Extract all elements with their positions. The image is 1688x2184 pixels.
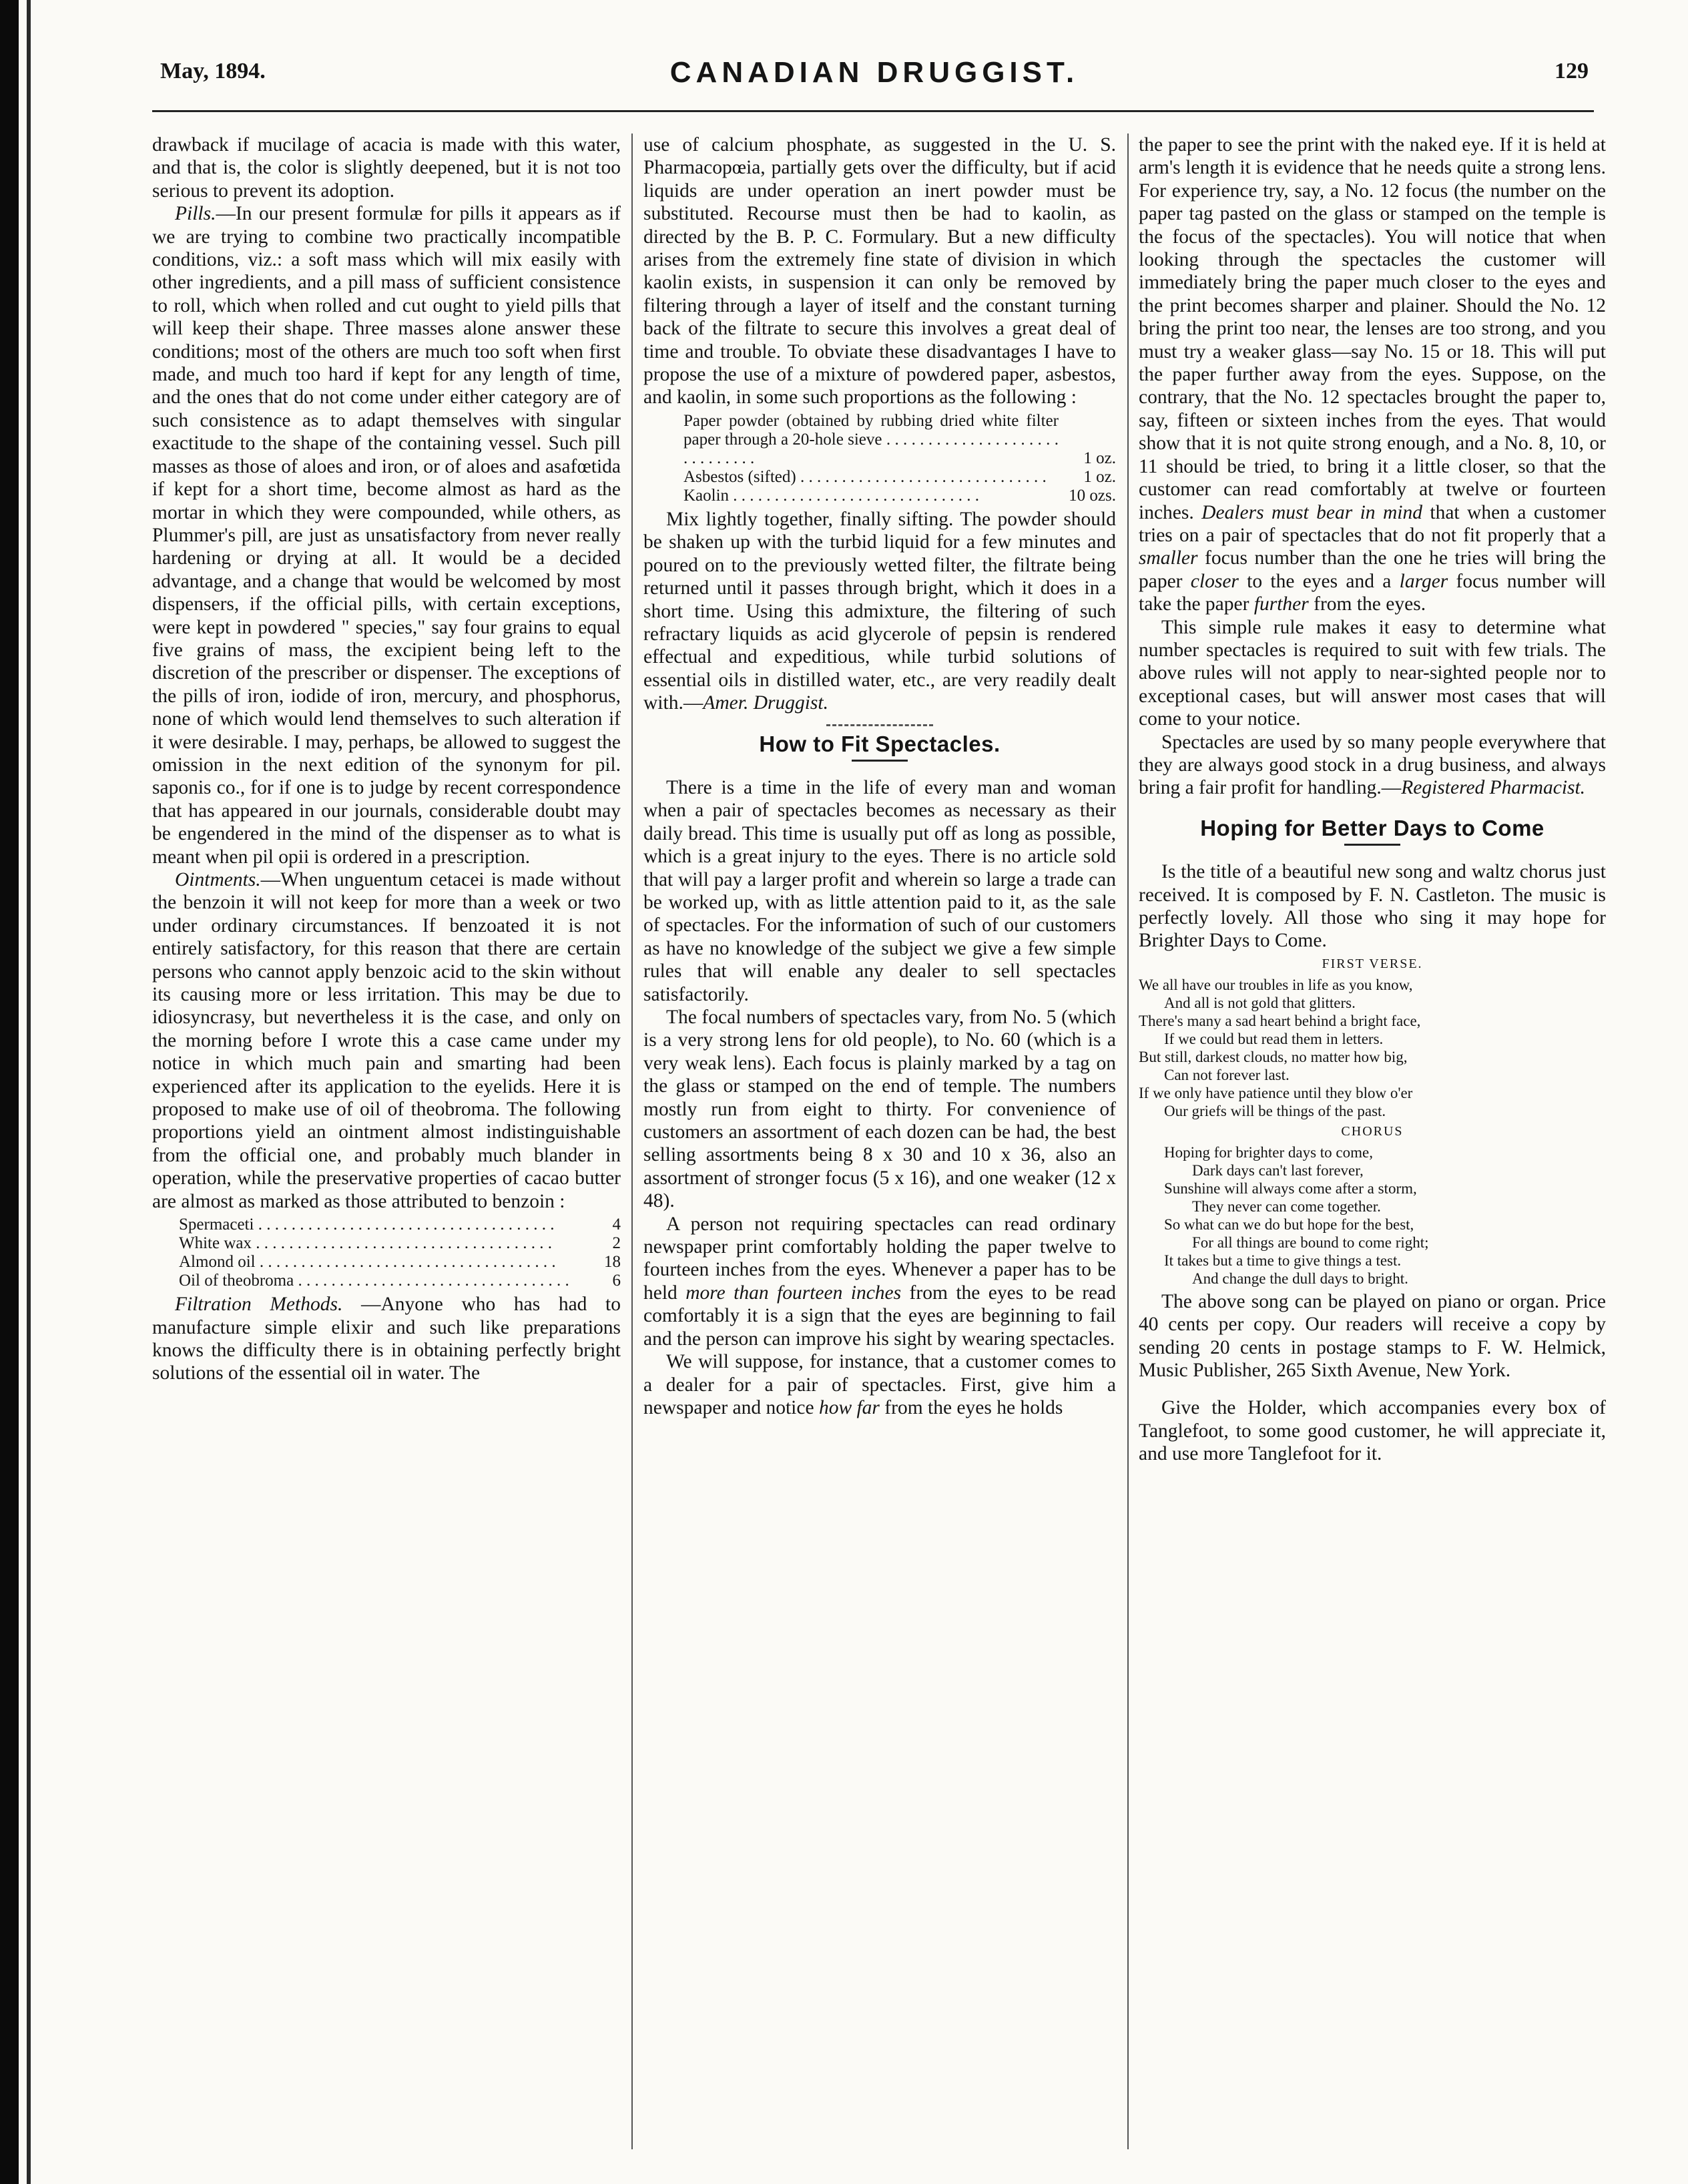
paragraph-spectacles-6: This simple rule makes it easy to determine what number spectacles is required to suit with few trials. The above rules will not apply to near-sighted people nor to exceptional cases, but will answer most cases that will come to your notice. — [1139, 616, 1606, 730]
section-title-spectacles: How to Fit Spectacles. — [759, 731, 1001, 756]
ointments-heading: Ointments. — [175, 869, 261, 890]
lyric-line: It takes but a time to give things a test. — [1164, 1252, 1402, 1269]
lyric-line: For all things are bound to come right; — [1192, 1234, 1429, 1251]
paragraph-pills — [152, 202, 621, 868]
text-run: focus number than the one he tries will bring the paper — [1139, 547, 1606, 592]
text-run: Spectacles are used by so many people everywhere that they are always good stock in a drug business, and always bring a fair profit for handling.— — [1139, 731, 1606, 799]
emphasis: more than fourteen inches — [685, 1282, 902, 1304]
ingredient-name: Asbestos (sifted) . . . — [683, 468, 1063, 487]
recipe-row — [683, 468, 1116, 487]
filtration-heading: Filtration Methods. — [175, 1294, 343, 1316]
source-credit: Amer. Druggist. — [703, 692, 828, 714]
mix-text: Mix lightly together, finally sifting. The powder should be shaken up with the turbid liquid for a few minutes and poured on to the previously wetted filter, the filtrate being returned until it passes through bright, which it does in a short time. Using this admixture, the filtering of such refractary liquids as acid glycerole of pepsin is rendered effectual and expeditious, while turbid solutions of essential oils in distilled water, etc., are very readily dealt with.— — [643, 508, 1116, 714]
lyric-line: If we only have patience until they blow o'er — [1139, 1084, 1413, 1101]
paragraph-mix — [643, 508, 1116, 715]
journal-title: CANADIAN DRUGGIST. — [669, 56, 1079, 89]
page-spine-edge — [0, 0, 19, 2184]
paragraph-filtration — [152, 1293, 621, 1385]
ingredient-name: White wax . . . — [179, 1234, 574, 1253]
lyric-line: Dark days can't last forever, — [1192, 1161, 1364, 1179]
recipe-row — [683, 412, 1116, 468]
recipe-row — [683, 487, 1116, 505]
lyric-line: And all is not gold that glitters. — [1164, 994, 1356, 1011]
title-rule — [1344, 844, 1400, 846]
text-run: the paper to see the print with the naked eye. If it is held at arm's length it is evidence that he needs quite a strong lens. For experience try, say, a No. 12 focus (the number on the paper tag pasted on the glass or stamped on the temple is the focus of the spectacles). You will notice that when looking through the spectacles the customer will immediately bring the paper much closer to the eyes and the print becomes sharper and plainer. Should the No. 12 bring the print too near, the lenses are too strong, and you must try a weaker glass—say No. 15 or 18. This will put the paper further away from the eyes. Suppose, on the contrary, that the No. 12 spectacles brought the paper to, say, fifteen or sixteen inches from the eyes. That would show that it is not quite strong enough, and a No. 8, 10, or 11 should be tried, to bring it a little closer, so that the customer can read comfortably at twelve or fourteen inches. — [1139, 134, 1606, 523]
section-title-song: Hoping for Better Days to Come — [1200, 815, 1544, 840]
ingredient-name: Paper powder (obtained by rubbing dried white filter paper through a 20-hole sieve . . . — [683, 412, 1063, 468]
paragraph-spectacles-4 — [643, 1350, 1116, 1419]
ingredient-name: Almond oil . . . — [179, 1253, 574, 1272]
paragraph-filtration-cont: use of calcium phosphate, as suggested in the U. S. Pharmacopœia, partially gets over the difficulty, but if acid liquids are under operation an inert powder must be substituted. Recourse must then be had to kaolin, as directed by the B. P. C. Formulary. But a new difficulty arises from the extremely fine state of division in which kaolin exists, in suspension it can only be removed by filtering through a layer of itself and the constant turning back of the filtrate to secure this involves a great deal of time and trouble. To obviate these disadvantages I have to propose the use of a mixture of powdered paper, asbestos, and kaolin, in some such proportions as the following : — [643, 134, 1116, 408]
paragraph-spectacles-2: The focal numbers of spectacles vary, from No. 5 (which is a very strong lens for old people), to No. 60 (which is a very weak lens). Each focus is plainly marked by a tag on the glass or stamped on the end of temple. The numbers mostly run from eight to thirty. For convenience of customers an assortment of each dozen can be had, the best selling assortments being 8 x 30 and 10 x 36, also an assortment of stronger focus (5 x 16), and one weaker (12 x 48). — [643, 1007, 1116, 1212]
recipe-row — [179, 1215, 621, 1234]
lyric-line: There's many a sad heart behind a bright face, — [1139, 1012, 1421, 1029]
text-run: from the eyes he holds — [879, 1396, 1063, 1418]
text-run: that when a customer tries on a pair of spectacles that do not fit properly that a — [1139, 501, 1606, 546]
ingredient-qty: 4 — [612, 1215, 621, 1234]
lyric-line: So what can we do but hope for the best, — [1164, 1215, 1414, 1233]
lyric-line: But still, darkest clouds, no matter how big, — [1139, 1048, 1408, 1065]
text-run: A person not requiring spectacles can read ordinary newspaper print comfortably holding the paper twelve to fourteen inches from the eyes. Whenever a paper has to be held — [643, 1213, 1116, 1304]
ointments-text: —When unguentum cetacei is made without the benzoin it will not keep for more than a week or two under ordinary circumstances. If benzoated it is not entirely satisfactory, for this reason that there are certain persons who cannot apply benzoic acid to the skin without its causing more or less irritation. This may be due to idiosyncrasy, but nevertheless it is the case, and only on the morning before I wrote this a case came under my notice in which much pain and smarting had been experienced after its application to the eyelids. Here it is proposed to make use of oil of theobroma. The following proportions yield an ointment almost indistinguishable from the official one, and probably much blander in operation, while the preservative properties of cacao butter are almost as marked as those attributed to benzoin : — [152, 869, 621, 1212]
source-credit: Registered Pharmacist. — [1401, 777, 1586, 799]
ingredient-qty: 18 — [604, 1253, 621, 1272]
lyric-line: Our griefs will be things of the past. — [1164, 1102, 1386, 1119]
lyric-line: We all have our troubles in life as you know, — [1139, 976, 1413, 993]
page-number: 129 — [1555, 59, 1589, 83]
filter-mixture-table — [683, 412, 1116, 505]
article-separator — [826, 724, 933, 726]
emphasis: further — [1253, 593, 1309, 615]
page-spine-shadow — [27, 0, 31, 2184]
emphasis: larger — [1399, 570, 1448, 592]
chorus-heading: CHORUS — [1341, 1123, 1404, 1139]
paragraph-tanglefoot: Give the Holder, which accompanies every box of Tanglefoot, to some good customer, he will appreciate it, and use more Tanglefoot for it. — [1139, 1397, 1606, 1465]
filtration-text: —Anyone who has had to manufacture simple elixir and such like preparations knows the difficulty there is in obtaining perfectly bright solutions of the essential oil in water. The — [152, 1294, 621, 1384]
paragraph-song-order: The above song can be played on piano or organ. Price 40 cents per copy. Our readers will receive a copy by sending 20 cents in postage stamps to F. W. Helmick, Music Publisher, 265 Sixth Avenue, New York. — [1139, 1290, 1606, 1382]
text-run: to the eyes and a — [1238, 570, 1400, 592]
lyric-line: And change the dull days to bright. — [1192, 1270, 1408, 1287]
recipe-row — [179, 1234, 621, 1253]
page-header — [160, 56, 1589, 99]
column-1 — [152, 133, 621, 2156]
paragraph-song-intro: Is the title of a beautiful new song and waltz chorus just received. It is composed by F. N. Castleton. The music is perfectly lovely. All those who sing it may hope for Brighter Days to Come. — [1139, 861, 1606, 952]
lyric-line: Can not forever last. — [1164, 1066, 1290, 1083]
emphasis: Dealers must bear in mind — [1201, 501, 1422, 523]
text-run: focus number will take the paper — [1139, 570, 1606, 615]
pills-text: —In our present formulæ for pills it appears as if we are trying to combine two practically incompatible conditions, viz.: a soft mass which will mix easily with other ingredients, and a pill mass of sufficient consistence to roll, which when rolled and cut ought to yield pills that will keep their shape. Three masses alone answer these conditions; most of the others are much too soft when first made, and much too hard if kept for any length of time, and the ones that do not come under either category are of such consistence as to adapt themselves with singular exactitude to the shape of the containing vessel. Such pill masses as those of aloes and iron, or of aloes and asafœtida if kept for a short time, become almost as hard as the mortar in which they were compounded, while others, as Plummer's pill, are just as unsatisfactory from never really hardening or drying at all. It would be a decided advantage, and a change that would be welcomed by most dispensers, if the official pills, with certain exceptions, were kept in powdered " species," say four grains to equal five grains of mass, the excipient being left to the discretion of the prescriber or dispenser. The exceptions of the pills of iron, iodide of iron, mercury, and phosphorus, none of which would lend themselves to such alteration if it were desirable. I may, perhaps, be allowed to suggest the omission in the next edition of the synonym for pil. saponis co., for if one is to judge by recent correspondence that has appeared in our journals, considerable doubt may be engendered in the mind of the dispenser as to what is meant when pil opii is ordered in a prescription. — [152, 203, 621, 868]
paragraph-spectacles-7 — [1139, 731, 1606, 800]
lyric-line: They never can come together. — [1192, 1197, 1381, 1215]
column-rule-2 — [1127, 133, 1129, 2149]
verse-heading: FIRST VERSE. — [1322, 956, 1423, 971]
emphasis: how far — [818, 1396, 880, 1418]
pills-heading: Pills. — [175, 203, 216, 225]
text-run: from the eyes to be read comfortably it is a sign that the eyes are beginning to fail and the person can improve his sight by wearing spectacles. — [643, 1282, 1116, 1350]
ingredient-name: Spermaceti . . . — [179, 1215, 574, 1234]
ingredient-name: Kaolin . . . — [683, 487, 1063, 505]
header-rule — [152, 110, 1594, 112]
lyric-line: Hoping for brighter days to come, — [1164, 1143, 1373, 1161]
title-rule — [852, 760, 908, 762]
ingredient-qty: 10 ozs. — [1069, 486, 1116, 505]
text-run: from the eyes. — [1308, 593, 1426, 615]
column-rule-1 — [631, 133, 633, 2149]
column-3 — [1139, 133, 1606, 2156]
column-2 — [643, 133, 1116, 2156]
lyric-line: If we could but read them in letters. — [1164, 1030, 1384, 1047]
song-lyrics — [1139, 955, 1606, 1288]
recipe-row — [179, 1253, 621, 1272]
ingredient-qty: 6 — [612, 1272, 621, 1290]
ingredient-name: Oil of theobroma . . . — [179, 1272, 574, 1290]
paragraph-intro: drawback if mucilage of acacia is made with this water, and that is, the color is slightly deepened, but it is not too serious to prevent its adoption. — [152, 134, 621, 202]
paragraph-spectacles-5 — [1139, 133, 1606, 616]
ingredient-qty: 2 — [612, 1234, 621, 1253]
emphasis: smaller — [1139, 547, 1198, 569]
ingredient-qty: 1 oz. — [1083, 467, 1116, 486]
emphasis: closer — [1190, 570, 1239, 592]
ingredient-qty: 1 oz. — [1083, 449, 1116, 467]
issue-date: May, 1894. — [160, 59, 266, 83]
paragraph-ointments — [152, 868, 621, 1213]
paragraph-spectacles-1: There is a time in the life of every man and woman when a pair of spectacles becomes as necessary as their daily bread. This time is usually put off as long as possible, which is a great injury to the eyes. There is no article sold that will pay a larger profit and wherein so large a trade can be worked up, with as little attention paid to it, as the sale of spectacles. For the information of such of our customers as have no knowledge of the subject we give a few simple rules that will enable any dealer to sell spectacles satisfactorily. — [643, 776, 1116, 1005]
lyric-line: Sunshine will always come after a storm, — [1164, 1179, 1417, 1197]
text-run: We will suppose, for instance, that a customer comes to a dealer for a pair of spectacles. First, give him a newspaper and notice — [643, 1351, 1116, 1418]
recipe-row — [179, 1272, 621, 1290]
spacer — [1139, 1382, 1606, 1396]
paragraph-spectacles-3 — [643, 1213, 1116, 1350]
ointment-recipe-table — [179, 1215, 621, 1290]
